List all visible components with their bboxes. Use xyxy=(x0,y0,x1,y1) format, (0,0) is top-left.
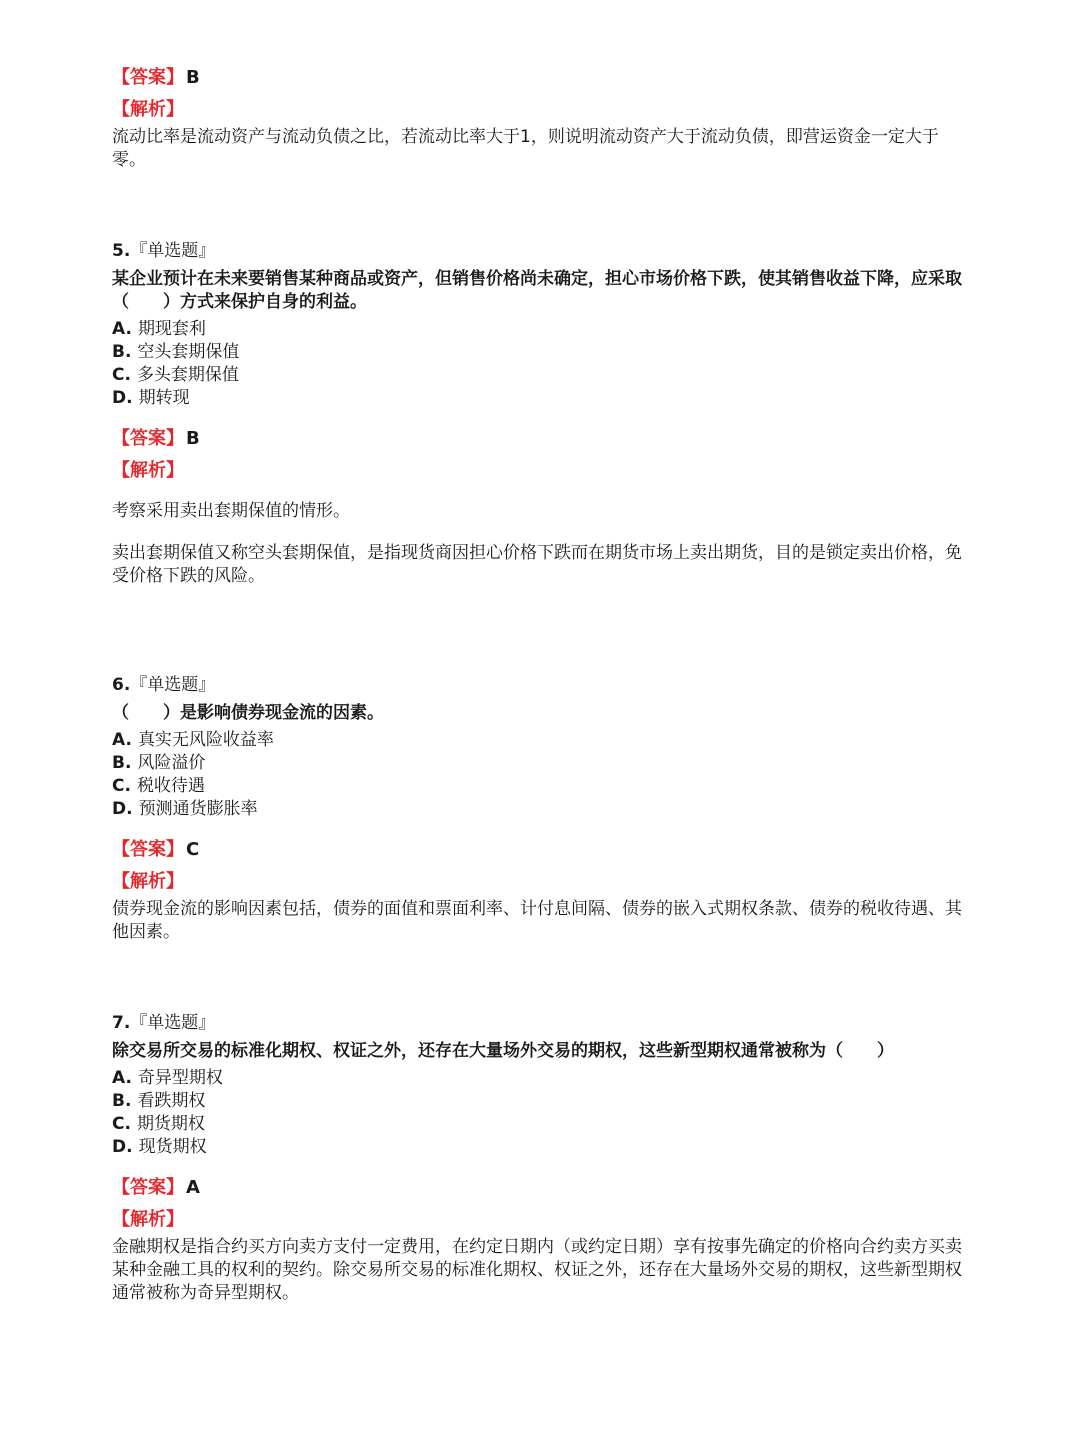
q5-option-c: C. 多头套期保值 xyxy=(112,365,239,385)
answer-value: C xyxy=(186,839,200,860)
q5-stem: 某企业预计在未来要销售某种商品或资产，但销售价格尚未确定，担心市场价格下跌，使其销售收益下降，应采取（ ）方式来保护自身的利益。 xyxy=(112,269,962,312)
q7-analysis-text: 金融期权是指合约买方向卖方支付一定费用，在约定日期内（或约定日期）享有按事先确定的价格向合约卖方买卖某种金融工具的权利的契约。除交易所交易的标准化期权、权证之外，还存在大量场外交易的期权，这些新型期权通常被称为奇异型期权。 xyxy=(112,1237,962,1303)
q4-answer xyxy=(112,66,962,89)
q5-option-b: B. 空头套期保值 xyxy=(112,342,240,362)
question-number: 5. xyxy=(112,241,131,261)
q6-option-b: B. 风险溢价 xyxy=(112,753,206,773)
question-type: 『单选题』 xyxy=(130,675,216,695)
q5-analysis-text-2: 卖出套期保值又称空头套期保值，是指现货商因担心价格下跌而在期货市场上卖出期货，目的是锁定卖出价格，免受价格下跌的风险。 xyxy=(112,543,962,586)
q7-analysis-label: 【解析】 xyxy=(112,1209,184,1230)
q5-answer xyxy=(112,427,962,450)
q6-option-d: D. 预测通货膨胀率 xyxy=(112,799,258,819)
answer-value: A xyxy=(186,1177,200,1198)
answer-label: 【答案】 xyxy=(112,839,184,860)
question-type: 『单选题』 xyxy=(130,1013,216,1033)
answer-label: 【答案】 xyxy=(112,67,184,88)
q5-option-a: A. 期现套利 xyxy=(112,319,206,339)
q7-option-c: C. 期货期权 xyxy=(112,1114,205,1134)
q5-header xyxy=(112,240,962,263)
question-type: 『单选题』 xyxy=(130,241,216,261)
q4-analysis-text: 流动比率是流动资产与流动负债之比，若流动比率大于1，则说明流动资产大于流动负债，即营运资金一定大于零。 xyxy=(112,127,939,170)
question-number: 7. xyxy=(112,1013,131,1033)
answer-label: 【答案】 xyxy=(112,428,184,449)
q7-option-a: A. 奇异型期权 xyxy=(112,1068,223,1088)
q6-header xyxy=(112,674,962,697)
answer-label: 【答案】 xyxy=(112,1177,184,1198)
q5-analysis-text-1: 考察采用卖出套期保值的情形。 xyxy=(112,501,350,521)
q7-option-d: D. 现货期权 xyxy=(112,1137,207,1157)
q6-option-c: C. 税收待遇 xyxy=(112,776,205,796)
q6-answer xyxy=(112,838,962,861)
question-number: 6. xyxy=(112,675,131,695)
answer-value: B xyxy=(186,67,200,88)
q6-analysis-label: 【解析】 xyxy=(112,871,184,892)
answer-value: B xyxy=(186,428,200,449)
q7-stem: 除交易所交易的标准化期权、权证之外，还存在大量场外交易的期权，这些新型期权通常被称为（ ） xyxy=(112,1041,894,1061)
q5-option-d: D. 期转现 xyxy=(112,388,190,408)
q4-analysis-label: 【解析】 xyxy=(112,99,184,120)
q5-analysis-label: 【解析】 xyxy=(112,460,184,481)
q7-header xyxy=(112,1012,962,1035)
q7-option-b: B. 看跌期权 xyxy=(112,1091,206,1111)
q7-answer xyxy=(112,1176,962,1199)
q6-analysis-text: 债券现金流的影响因素包括，债券的面值和票面利率、计付息间隔、债券的嵌入式期权条款、债券的税收待遇、其他因素。 xyxy=(112,899,962,942)
q6-option-a: A. 真实无风险收益率 xyxy=(112,730,274,750)
q6-stem: （ ）是影响债券现金流的因素。 xyxy=(112,703,384,723)
